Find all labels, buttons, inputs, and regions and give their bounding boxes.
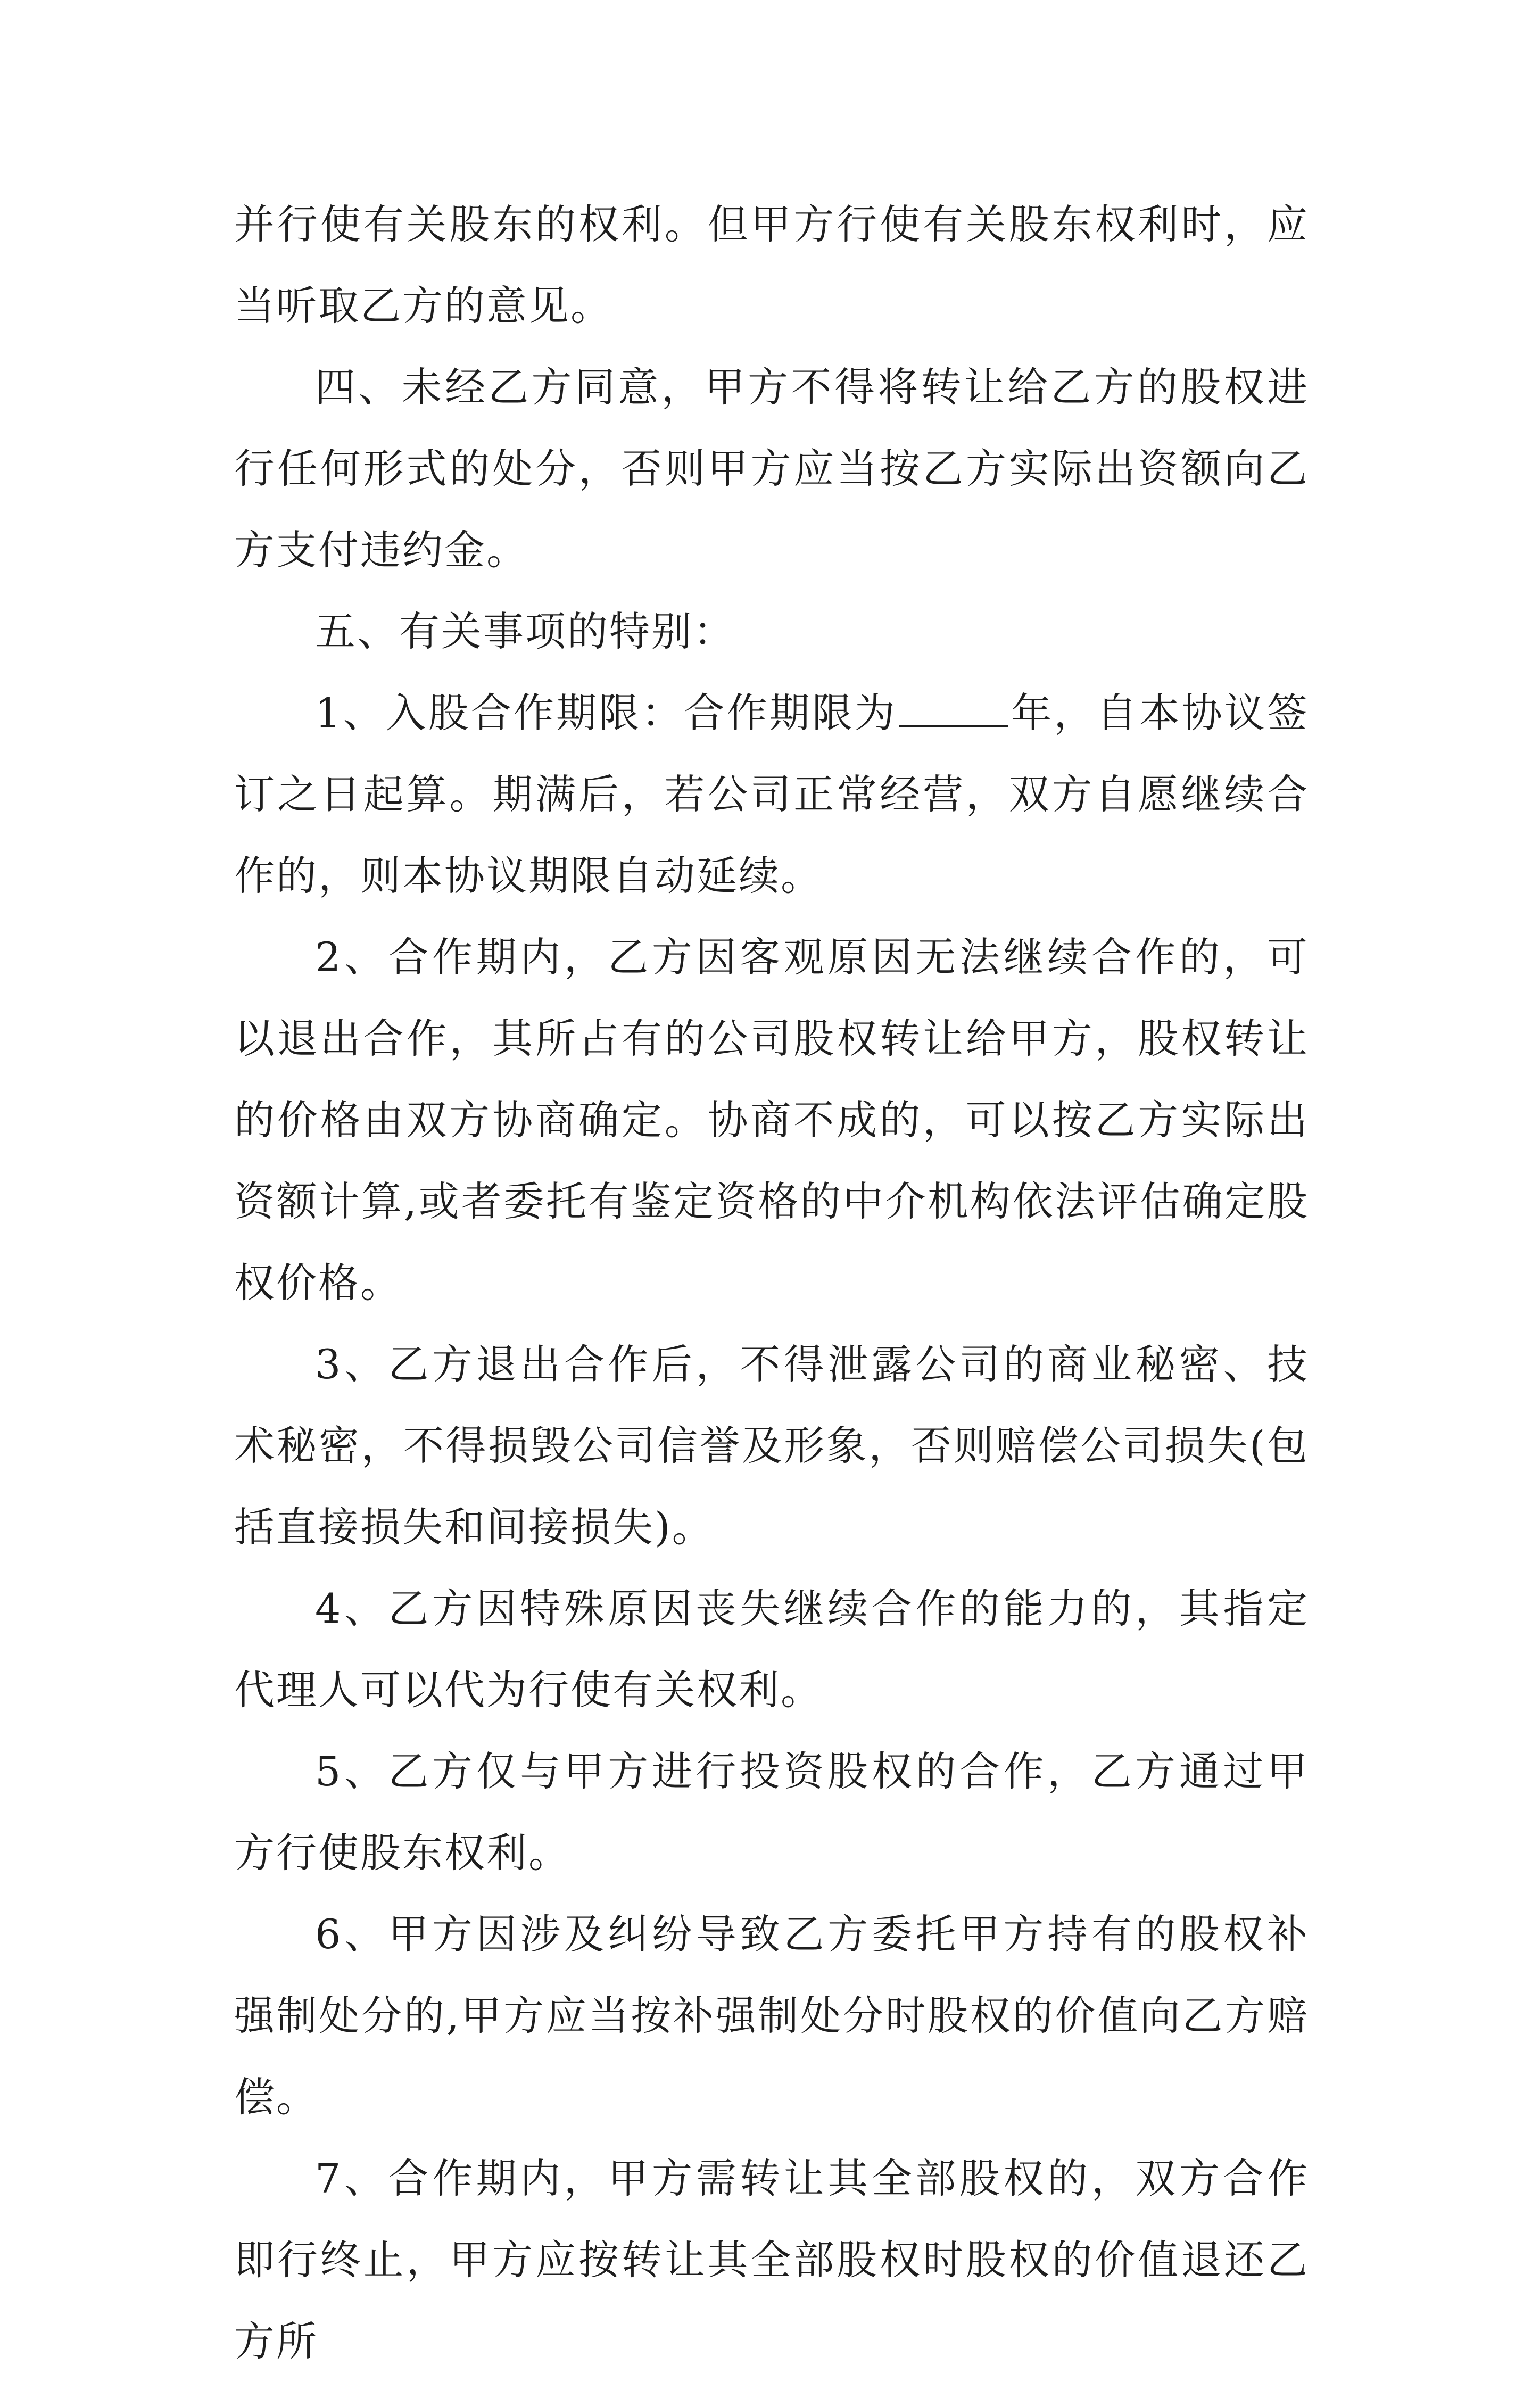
paragraph-item-5: 5、乙方仅与甲方进行投资股权的合作，乙方通过甲方行使股东权利。	[234, 1748, 1309, 1876]
paragraph-item-6: 6、甲方因涉及纠纷导致乙方委托甲方持有的股权补强制处分的,甲方应当按补强制处分时股权的价值向乙方赔偿。	[234, 1910, 1309, 2121]
paragraph-clause-five-heading: 五、有关事项的特别：	[315, 608, 735, 655]
cooperation-term-blank	[899, 693, 1008, 727]
paragraph-item-7: 7、合作期内，甲方需转让其全部股权的，双方合作即行终止，甲方应按转让其全部股权时股权的价值退还乙方所	[234, 2155, 1309, 2365]
paragraph-item-1	[234, 672, 1309, 916]
paragraph-item-2: 2、合作期内，乙方因客观原因无法继续合作的，可以退出合作，其所占有的公司股权转让给甲方，股权转让的价格由双方协商确定。协商不成的，可以按乙方实际出资额计算,或者委托有鉴定资格的中介机构依法评估确定股权价格。	[234, 933, 1309, 1306]
item-1-text-before-blank: 1、入股合作期限：合作期限为	[315, 689, 898, 737]
paragraph-continued: 并行使有关股东的权利。但甲方行使有关股东权利时，应当听取乙方的意见。	[234, 201, 1309, 329]
paragraph-clause-four: 四、未经乙方同意，甲方不得将转让给乙方的股权进行任何形式的处分，否则甲方应当按乙方实际出资额向乙方支付违约金。	[234, 363, 1309, 574]
item-1-text-after-blank: 年，自本协议签订之日起算。期满后，若公司正常经营，双方自愿继续合作的，则本协议期限自动延续。	[234, 689, 1310, 899]
paragraph-item-3: 3、乙方退出合作后，不得泄露公司的商业秘密、技术秘密，不得损毁公司信誉及形象，否则赔偿公司损失(包括直接损失和间接损失)。	[234, 1341, 1309, 1551]
document-body	[234, 184, 1309, 2382]
paragraph-item-4: 4、乙方因特殊原因丧失继续合作的能力的，其指定代理人可以代为行使有关权利。	[234, 1585, 1309, 1714]
